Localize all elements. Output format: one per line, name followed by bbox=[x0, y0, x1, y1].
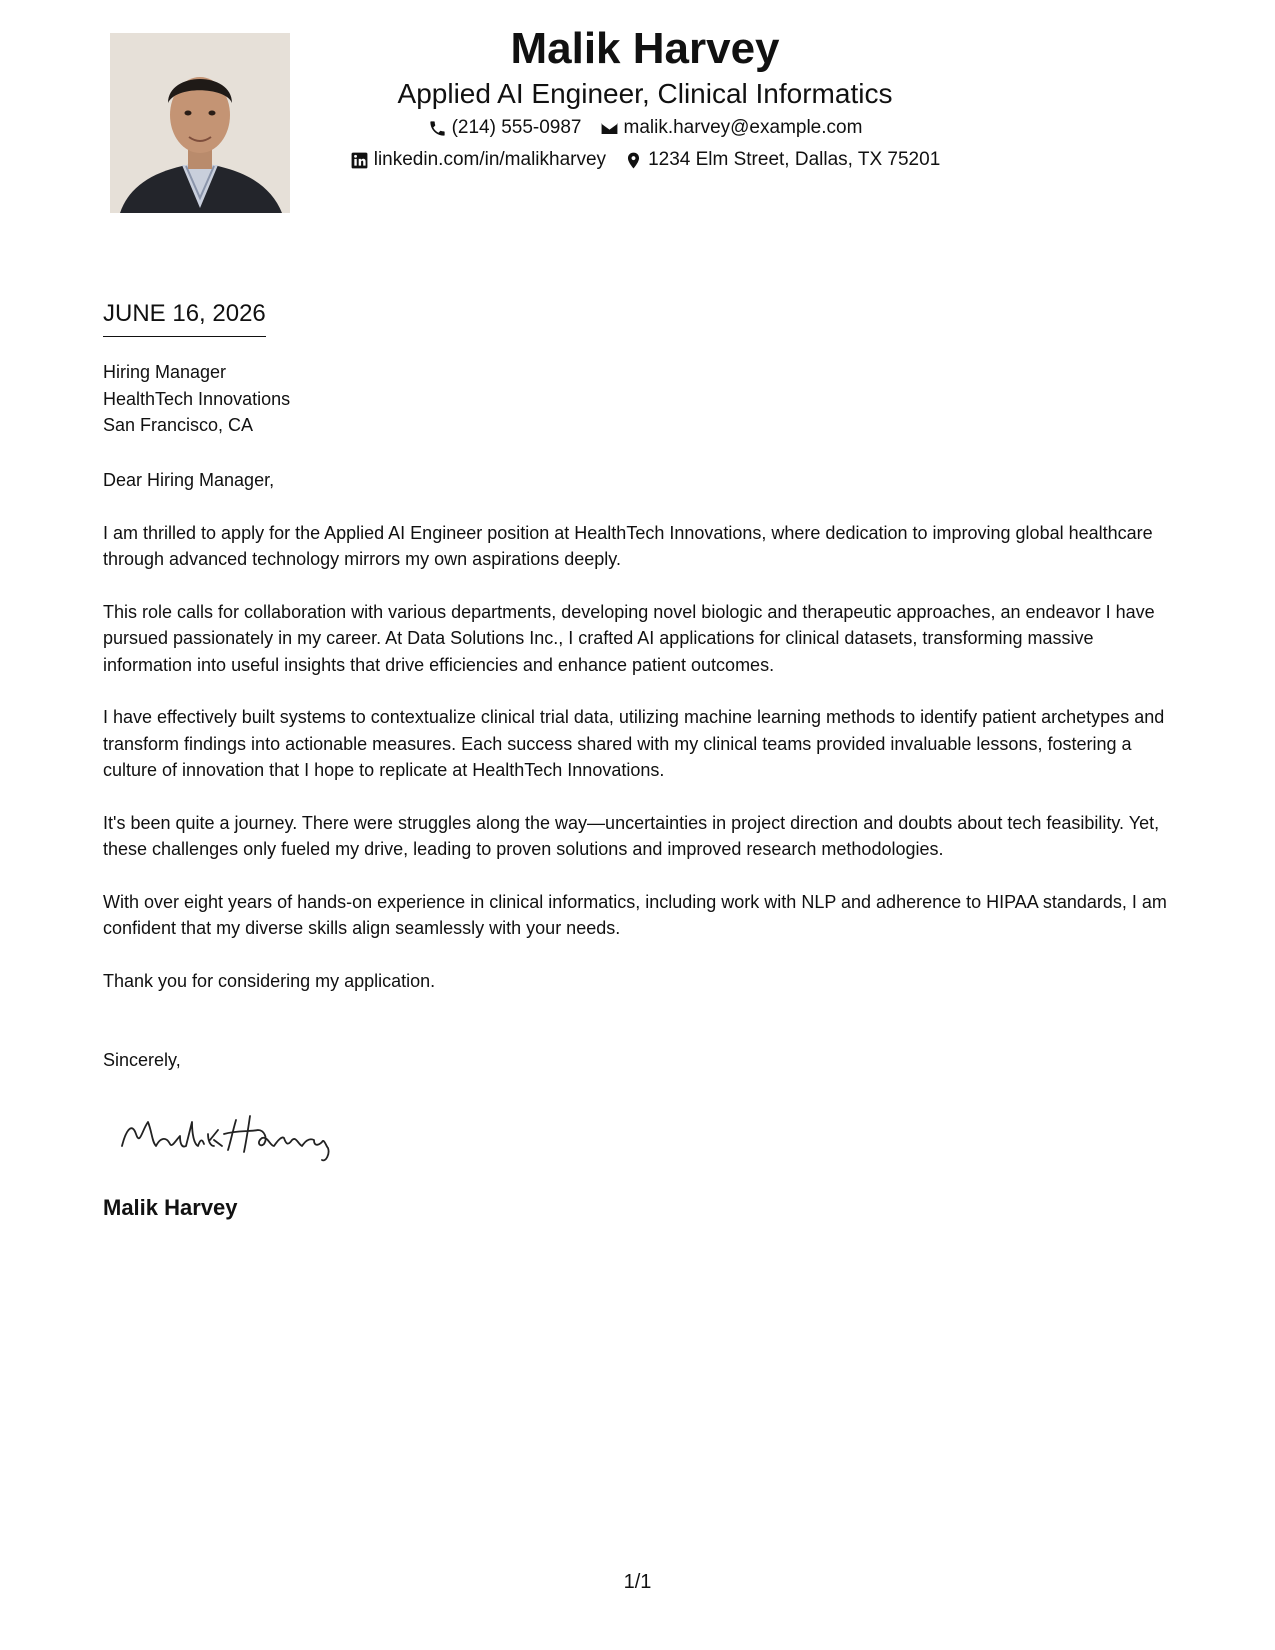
signer-name: Malik Harvey bbox=[103, 1195, 238, 1220]
phone-icon bbox=[428, 119, 447, 138]
body-paragraph: I have effectively built systems to contextualize clinical trial data, utilizing machine learning methods to identify patient archetypes and transform findings into actionable measures. Each success shared with my clinical teams provided invaluable lessons, fostering a culture of innovation that I hope to replicate at HealthTech Innovations. bbox=[103, 707, 1165, 780]
profile-photo bbox=[110, 33, 290, 213]
contact-row-1 bbox=[300, 112, 990, 144]
contact-row-2 bbox=[300, 144, 990, 176]
address-contact bbox=[624, 144, 940, 176]
letter-date: JUNE 16, 2026 bbox=[103, 298, 266, 337]
handwritten-signature bbox=[118, 1100, 358, 1170]
thanks-line: Thank you for considering my application. bbox=[103, 970, 436, 991]
date-block bbox=[103, 298, 266, 337]
body-paragraph: I am thrilled to apply for the Applied AI Engineer position at HealthTech Innovations, where dedication to improving global healthcare through advanced technology mirrors my own aspirations deeply. bbox=[103, 522, 1153, 569]
letter-body bbox=[103, 467, 1183, 1020]
recipient-line: Hiring Manager bbox=[103, 362, 227, 382]
email-contact[interactable] bbox=[600, 112, 863, 144]
applicant-name: Malik Harvey bbox=[510, 24, 780, 73]
greeting: Dear Hiring Manager, bbox=[103, 470, 275, 490]
page-number: 1/1 bbox=[623, 1571, 652, 1593]
email-text[interactable]: malik.harvey@example.com bbox=[623, 117, 863, 138]
body-paragraph: This role calls for collaboration with various departments, developing novel biologic and therapeutic approaches, an endeavor I have pursued passionately in my career. At Data Solutions Inc., I crafted AI applications for clinical datasets, transforming massive information into useful insights that drive efficiencies and enhance patient outcomes. bbox=[103, 601, 1155, 675]
recipient-block bbox=[103, 359, 290, 439]
recipient-location: San Francisco, CA bbox=[103, 415, 254, 435]
closing: Sincerely, bbox=[103, 1050, 181, 1070]
linkedin-icon bbox=[350, 151, 369, 170]
address-text: 1234 Elm Street, Dallas, TX 75201 bbox=[648, 149, 941, 170]
letter-header bbox=[300, 22, 990, 176]
body-paragraph: It's been quite a journey. There were struggles along the way—uncertainties in project direction and doubts about tech feasibility. Yet, these challenges only fueled my drive, leading to proven solutions and improved research methodologies. bbox=[103, 812, 1160, 859]
phone-contact bbox=[428, 112, 582, 144]
phone-text: (214) 555-0987 bbox=[451, 117, 582, 138]
linkedin-contact[interactable] bbox=[350, 144, 606, 176]
applicant-title: Applied AI Engineer, Clinical Informatics bbox=[397, 78, 893, 109]
map-pin-icon bbox=[624, 151, 643, 170]
envelope-icon bbox=[600, 119, 619, 138]
body-paragraph: With over eight years of hands-on experience in clinical informatics, including work with NLP and adherence to HIPAA standards, I am confident that my diverse skills align seamlessly with your needs. bbox=[103, 891, 1167, 938]
linkedin-text[interactable]: linkedin.com/in/malikharvey bbox=[373, 149, 607, 170]
recipient-company: HealthTech Innovations bbox=[103, 388, 291, 409]
